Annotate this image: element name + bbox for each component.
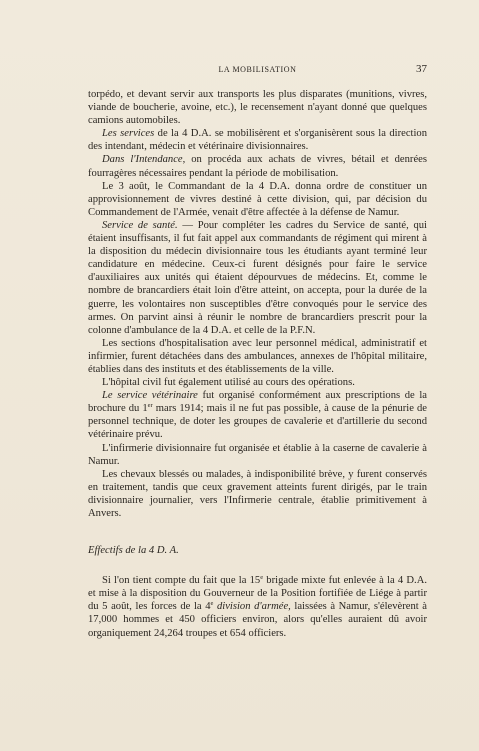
paragraph-text: mars 1914; mais il ne fut pas possible, à cause de la pénurie de personnel technique, de doter les groupes de cavalerie et d'artillerie du second vétérinaire prévu. — [88, 403, 427, 441]
paragraph-service-veterinaire — [88, 389, 427, 441]
paragraph-text: Les sections d'hospitalisation avec leur personnel médical, administratif et infirmier, furent détachées dans des ambulances, annexes de l'hôpital militaire, établies dans des instituts et des établissements de la ville. — [88, 337, 427, 375]
paragraph-infirmerie — [88, 442, 427, 468]
page-body — [88, 88, 427, 640]
paragraph-lead: Les services — [102, 128, 155, 140]
paragraph-text: L'infirmerie divisionnaire fut organisée et établie à la caserne de cavalerie à Namur. — [88, 442, 427, 467]
page-header — [88, 63, 427, 77]
paragraph-transport — [88, 88, 427, 127]
paragraph-intendance — [88, 153, 427, 179]
paragraph-lead: Dans l'Intendance, — [102, 154, 186, 166]
paragraph-text: torpédo, et devant servir aux transports les plus disparates (munitions, vivres, viande de boucherie, avoine, etc.), le recensement n'ayant donné que quelques camions automobiles. — [88, 89, 427, 127]
paragraph-effectifs — [88, 574, 427, 639]
paragraph-hospitalisation — [88, 337, 427, 376]
paragraph-text: L'hôpital civil fut également utilisé au cours des opérations. — [102, 377, 355, 389]
paragraph-text: de la 4 D.A. se mobilisèrent et s'organisèrent sous la direction des intendant, médecin et vétérinaire divisionnaires. — [88, 128, 428, 153]
paragraph-approvisionnement — [88, 180, 427, 219]
superscript: e — [210, 600, 214, 608]
running-title: LA MOBILISATION — [218, 65, 297, 74]
paragraph-text: — Pour compléter les cadres du Service de santé, qui étaient insuffisants, il fut fait appel aux commandants de régiment qui mirent à la disposition du médecin divisionnaire tous les étudiants ayant terminé leur candidature en médecine. Ceux-ci furent désignés pour faire le service d'auxiliaires aux unités qui étaient dépourvues de médecins. Et, comme le nombre de brancardiers était loin d'être atteint, on accepta, pour la durée de la guerre, les volontaires non susceptibles d'être convoqués pour le service des armes. On parvint ainsi à réunir le nombre de brancardiers prescrit pour la colonne d'ambulance de la 4 D.A. et celle de la P.F.N. — [88, 219, 427, 336]
superscript: e — [260, 574, 264, 582]
paragraph-text: Les chevaux blessés ou malades, à indisponibilité brève, y furent conservés en traitement, tandis que ceux gravement atteints furent dirigés, par le train divisionnaire journalier, vers l'Infirmerie centrale, établie primitivement à Anvers. — [88, 468, 427, 519]
paragraph-text: fut organisé conformément aux prescriptions de la brochure du 1 — [88, 390, 427, 415]
paragraph-lead: Le service vétérinaire — [102, 390, 198, 402]
paragraph-text: laissées à Namur, s'élevèrent à 17,000 hommes et 450 officiers environ, alors qu'elles auraient dû avoir organiquement 24,264 troupes et 654 officiers. — [88, 601, 428, 639]
paragraph-service-sante — [88, 219, 427, 337]
paragraph-text: on procéda aux achats de vivres, bétail et denrées fourragères nécessaires pendant la période de mobilisation. — [88, 154, 427, 179]
paragraph-chevaux — [88, 468, 427, 520]
superscript: er — [147, 402, 153, 410]
paragraph-emphasis: division d'armée, — [213, 601, 291, 613]
paragraph-text: brigade mixte fut enlevée à la 4 D.A. et mise à la disposition du Gouverneur de la Position fortifiée de Liége à partir du 5 août, les forces de la 4 — [88, 575, 427, 613]
paragraph-text: Le 3 août, le Commandant de la 4 D.A. donna ordre de constituer un approvisionnement de vivres destiné à cette division, qui, par décision du Commandement de l'Armée, venait d'être affectée à la défense de Namur. — [88, 180, 427, 218]
paragraph-services — [88, 127, 427, 153]
page-number: 37 — [416, 63, 427, 75]
paragraph-lead: Service de santé. — [102, 219, 178, 231]
paragraph-text: Si l'on tient compte du fait que la 15 — [102, 575, 261, 587]
paragraph-hopital-civil — [88, 376, 427, 389]
section-title: Effectifs de la 4 D. A. — [88, 545, 179, 557]
